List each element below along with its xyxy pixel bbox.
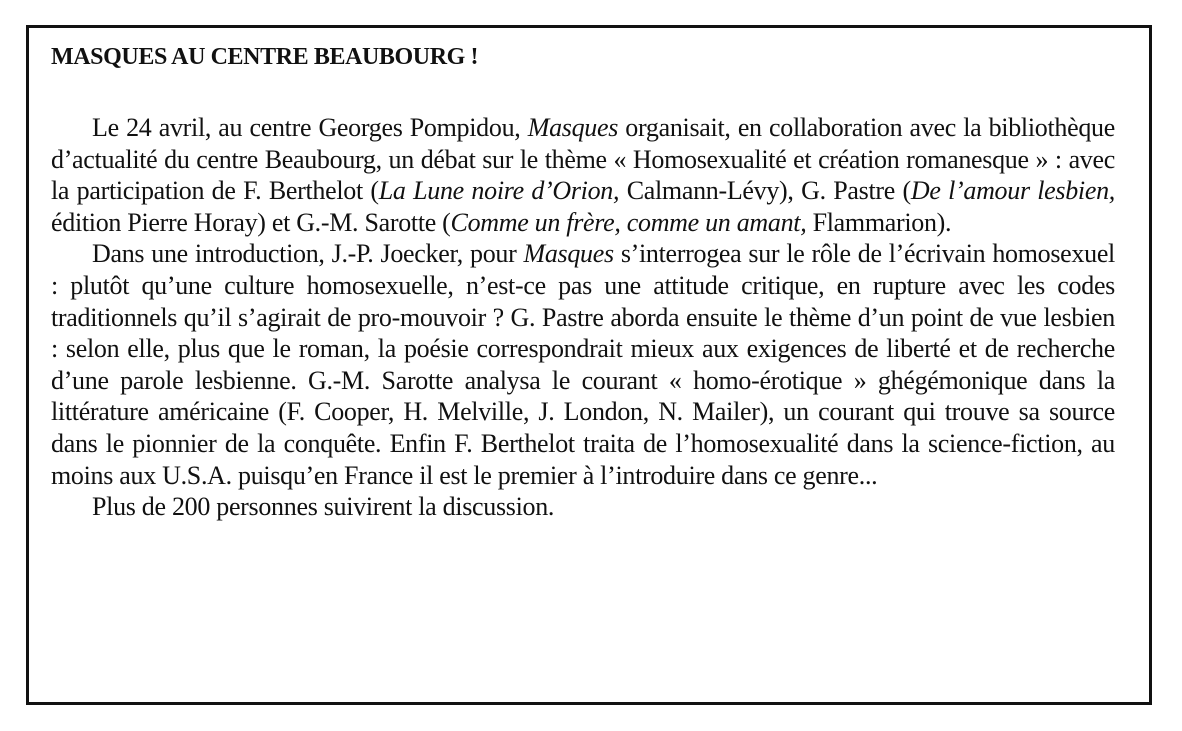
text-run: Flammarion). (806, 207, 952, 237)
article-body (51, 112, 1115, 523)
text-run-italic: De l’amour lesbien, (910, 176, 1116, 206)
paragraph-1 (51, 112, 1115, 238)
paragraph-3 (51, 491, 1115, 523)
text-run: édition Pierre Horay) et G.-M. Sarotte ( (51, 207, 451, 237)
text-run: s’interrogea sur le rôle de l’écrivain homosexuel : plutôt qu’une culture homosexuelle, n’est-ce pas une attitude critique, en rupture avec les codes traditionnels qu’il s’agirait de pro-mouvoir ? G. Pastre aborda ensuite le thème d’un point de vue lesbien : selon elle, plus que le roman, la poésie correspondrait mieux aux exigences de liberté et de recherche d’une parole lesbienne. G.-M. Sarotte analysa le courant « homo-érotique » ghégémonique dans la littérature américaine (F. Cooper, H. Melville, J. London, N. Mailer), un courant qui trouve sa source dans le pionnier de la conquête. Enfin F. Berthelot traita de l’homosexualité dans la science-fiction, au moins aux U.S.A. puisqu’en France il est le premier à l’introduire dans ce genre... (51, 239, 1115, 490)
text-run: organisait, en collaboration avec la bibliothèque d’actualité du centre Beaubourg, un débat sur le thème « Homosexualité et création romanesque » : avec la participation de F. Berthelot ( (51, 113, 1115, 206)
paragraph-2 (51, 238, 1115, 491)
text-run: Plus de 200 personnes suivirent la discussion. (92, 492, 555, 522)
text-run-italic: Comme un frère, comme un amant, (450, 207, 807, 237)
text-run: Le 24 avril, au centre Georges Pompidou, (92, 113, 528, 142)
text-run: Dans une introduction, J.-P. Joecker, pour (92, 239, 524, 269)
article-title: MASQUES AU CENTRE BEAUBOURG ! (51, 44, 479, 70)
text-run-italic: Masques (523, 239, 614, 269)
text-run-italic: La Lune noire d’Orion, (378, 176, 620, 206)
text-run-italic: Masques (527, 113, 619, 142)
text-run: Calmann-Lévy), G. Pastre ( (619, 176, 911, 206)
